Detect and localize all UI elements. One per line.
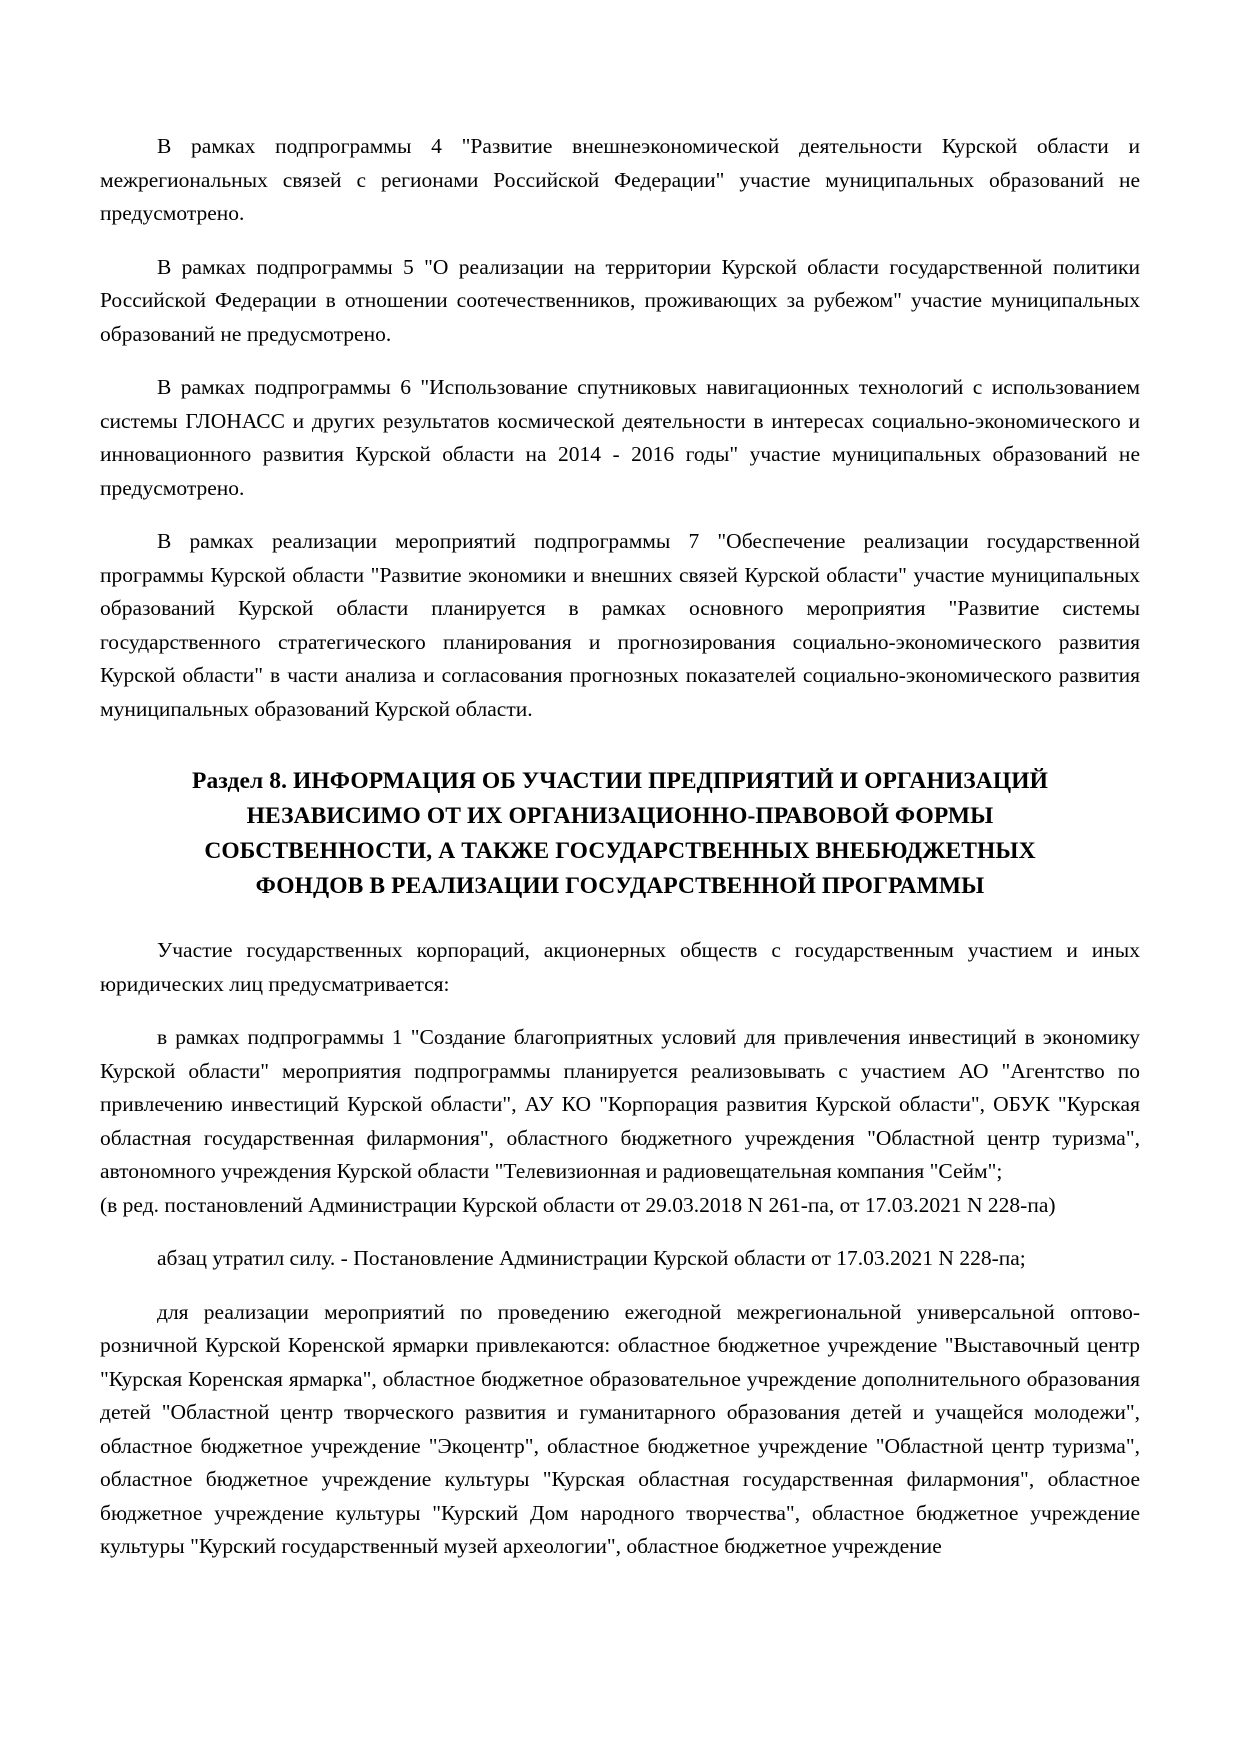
heading-line-2: НЕЗАВИСИМО ОТ ИХ ОРГАНИЗАЦИОННО-ПРАВОВОЙ ФОРМЫ <box>246 803 994 829</box>
paragraph-subprogram-7: В рамках реализации мероприятий подпрограммы 7 "Обеспечение реализации государственной программы Курской области "Развитие экономики и внешних связей Курской области" участие муниципальных образований Курской области планируется в рамках основного мероприятия "Развитие системы государственного стратегического планирования и прогнозирования социально-экономического развития Курской области" в части анализа и согласования прогнозных показателей социально-экономического развития муниципальных образований Курской области. <box>100 529 1140 721</box>
paragraph-intro-participation: Участие государственных корпораций, акционерных обществ с государственным участием и иных юридических лиц предусматривается: <box>100 938 1140 996</box>
paragraph-subprogram-5: В рамках подпрограммы 5 "О реализации на территории Курской области государственной политики Российской Федерации в отношении соотечественников, проживающих за рубежом" участие муниципальных образований не предусмотрено. <box>100 254 1140 346</box>
paragraph-subprogram-6: В рамках подпрограммы 6 "Использование спутниковых навигационных технологий с использованием системы ГЛОНАСС и других результатов космической деятельности в интересах социально-экономического и инновационного развития Курской области на 2014 - 2016 годы" участие муниципальных образований не предусмотрено. <box>100 375 1140 500</box>
heading-line-4: ФОНДОВ В РЕАЛИЗАЦИИ ГОСУДАРСТВЕННОЙ ПРОГРАММЫ <box>255 873 985 899</box>
paragraph-subprogram-1-participants: в рамках подпрограммы 1 "Создание благоприятных условий для привлечения инвестиций в экономику Курской области" мероприятия подпрограммы планируется реализовывать с участием АО "Агентство по привлечению инвестиций Курской области", АУ КО "Корпорация развития Курской области", ОБУК "Курская областная государственная филармония", областного бюджетного учреждения "Областной центр туризма", автономного учреждения Курской области "Телевизионная и радиовещательная компания "Сейм"; <box>100 1025 1140 1183</box>
paragraph-amendment-note-1: (в ред. постановлений Администрации Курской области от 29.03.2018 N 261-па, от 17.03.2021 N 228-па) <box>100 1192 1056 1217</box>
section-8-heading <box>100 764 1140 904</box>
heading-line-1: Раздел 8. ИНФОРМАЦИЯ ОБ УЧАСТИИ ПРЕДПРИЯТИЙ И ОРГАНИЗАЦИЙ <box>192 768 1048 794</box>
paragraph-abzac-void: абзац утратил силу. - Постановление Администрации Курской области от 17.03.2021 N 228-па; <box>157 1246 1026 1270</box>
heading-line-3: СОБСТВЕННОСТИ, А ТАКЖЕ ГОСУДАРСТВЕННЫХ ВНЕБЮДЖЕТНЫХ <box>204 838 1036 864</box>
document-body <box>100 130 1140 1564</box>
paragraph-subprogram-4: В рамках подпрограммы 4 "Развитие внешнеэкономической деятельности Курской области и межрегиональных связей с регионами Российской Федерации" участие муниципальных образований не предусмотрено. <box>100 134 1140 225</box>
paragraph-korennaya-fair-participants: для реализации мероприятий по проведению ежегодной межрегиональной универсальной оптово-розничной Курской Коренской ярмарки привлекаются: областное бюджетное учреждение "Выставочный центр "Курская Коренская ярмарка", областное бюджетное образовательное учреждение дополнительного образования детей "Областной центр творческого развития и гуманитарного образования детей и учащейся молодежи", областное бюджетное учреждение "Экоцентр", областное бюджетное учреждение "Областной центр туризма", областное бюджетное учреждение культуры "Курская областная государственная филармония", областное бюджетное учреждение культуры "Курский Дом народного творчества", областное бюджетное учреждение культуры "Курский государственный музей археологии", областное бюджетное учреждение <box>100 1299 1140 1558</box>
